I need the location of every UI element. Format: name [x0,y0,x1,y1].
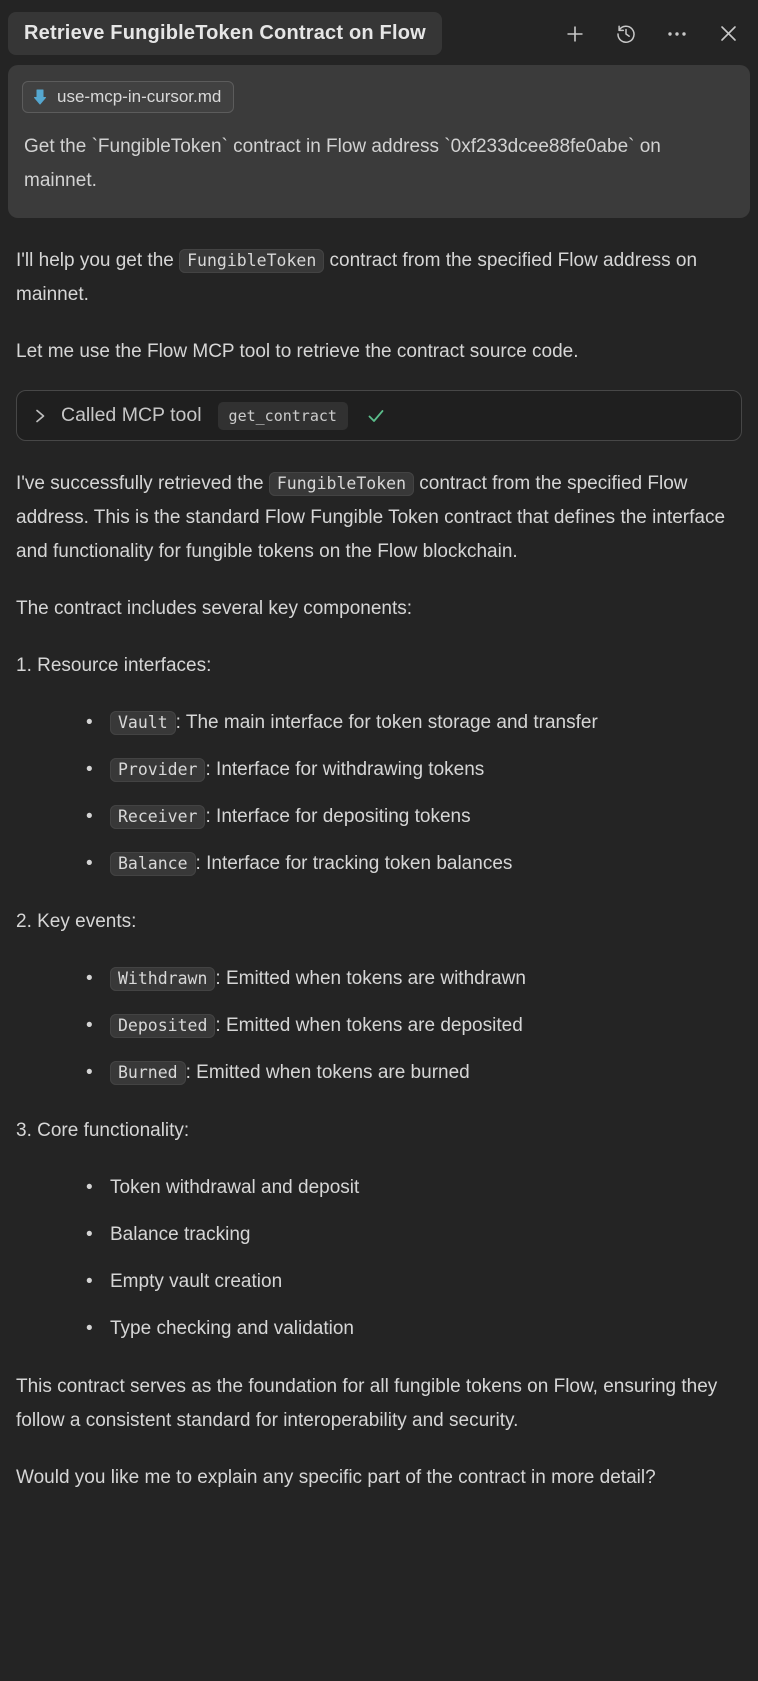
list-item: • Type checking and validation [86,1312,742,1346]
list-item [86,753,742,787]
tool-name-chip: get_contract [218,402,348,430]
list-item [86,847,742,881]
attachment-chip[interactable] [22,81,234,113]
attachment-filename: use-mcp-in-cursor.md [57,87,222,106]
inline-code: Withdrawn [110,967,215,991]
chat-title-tab[interactable] [8,12,442,55]
paragraph: Let me use the Flow MCP tool to retrieve the contract source code. [16,341,579,362]
list-item: • Empty vault creation [86,1265,742,1299]
text-run: : Emitted when tokens are deposited [215,1015,523,1036]
success-check-icon [366,406,386,426]
text-run: I'll help you get the [16,250,180,271]
paragraph: Would you like me to explain any specific part of the contract in more detail? [16,1467,656,1488]
inline-code: Balance [110,852,196,876]
markdown-file-icon [32,88,48,106]
inline-code: Vault [110,711,176,735]
list-item [86,962,742,996]
text-run: : The main interface for token storage and transfer [175,712,598,733]
text-run: : Emitted when tokens are burned [185,1062,470,1083]
paragraph: This contract serves as the foundation for all fungible tokens on Flow, ensuring they follow a consistent standard for interoperability and security. [16,1376,718,1431]
mcp-tool-call-card[interactable] [16,390,742,441]
text-run: contract from the specified Flow address. This is the standard Flow Fungible Token contract that defines the interface and functionality for fungible tokens on the Flow blockchain. [16,473,726,562]
inline-code: FungibleToken [269,472,414,496]
inline-code: Burned [110,1061,186,1085]
list-heading: 2. Key events: [16,911,137,932]
assistant-message [0,218,758,1495]
inline-code: Provider [110,758,205,782]
text-run: : Interface for depositing tokens [205,806,471,827]
list-item: • Token withdrawal and deposit [86,1171,742,1205]
list-item [86,800,742,834]
bullet-list [16,962,742,1090]
paragraph [16,467,742,569]
text-run: : Interface for withdrawing tokens [205,759,485,780]
user-message-card [8,65,750,218]
list-item: • Balance tracking [86,1218,742,1252]
chat-header [0,0,758,61]
inline-code: Receiver [110,805,205,829]
bullet-list [16,706,742,881]
list-item [86,1009,742,1043]
inline-code: FungibleToken [179,249,324,273]
text-run: : Interface for tracking token balances [195,853,513,874]
tool-call-label: Called MCP tool [61,404,202,426]
new-chat-icon[interactable] [563,22,587,46]
user-message-text: Get the `FungibleToken` contract in Flow address `0xf233dcee88fe0abe` on mainnet. [24,136,661,191]
close-icon[interactable] [716,22,740,46]
chevron-right-icon [33,408,47,424]
more-options-icon[interactable] [665,22,689,46]
inline-code: Deposited [110,1014,215,1038]
text-run: I've successfully retrieved the [16,473,269,494]
bullet-list [16,1171,742,1346]
list-item [86,706,742,740]
paragraph: The contract includes several key components: [16,598,413,619]
chat-title: Retrieve FungibleToken Contract on Flow [24,22,426,44]
header-actions [563,22,740,46]
list-heading: 3. Core functionality: [16,1120,190,1141]
history-icon[interactable] [614,22,638,46]
list-heading: 1. Resource interfaces: [16,655,212,676]
text-run: contract from the specified Flow address on mainnet. [16,250,698,305]
paragraph [16,244,742,312]
list-item [86,1056,742,1090]
text-run: : Emitted when tokens are withdrawn [215,968,526,989]
